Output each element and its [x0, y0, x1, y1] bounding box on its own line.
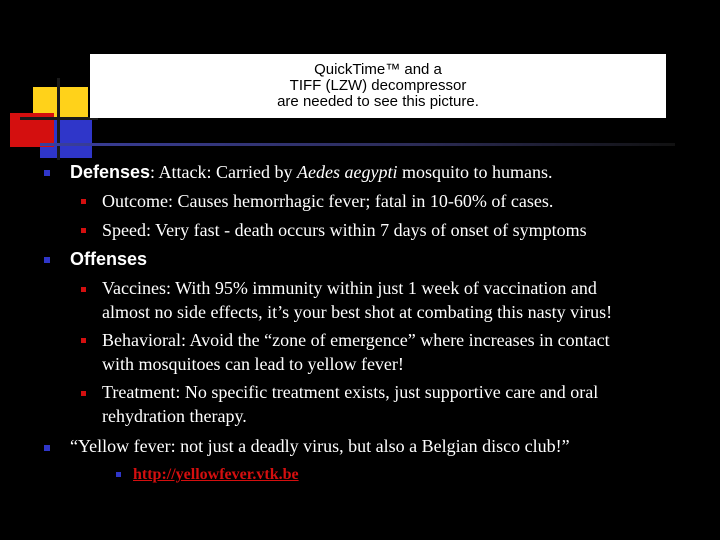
offenses-line: almost no side effects, it’s your best shot at combating this nasty virus!	[102, 302, 613, 322]
picture-placeholder	[90, 54, 666, 118]
offenses-heading: Offenses	[70, 249, 148, 269]
bullet-level1	[44, 257, 50, 263]
bullet-level1	[44, 445, 50, 451]
defenses-species: Aedes aegypti	[297, 162, 398, 182]
offenses-line: Vaccines: With 95% immunity within just 1 week of vaccination and	[102, 278, 597, 298]
defenses-subitem: Speed: Very fast - death occurs within 7 days of onset of symptoms	[102, 220, 587, 240]
quote-text: “Yellow fever: not just a deadly virus, but also a Belgian disco club!”	[70, 436, 570, 456]
defenses-subitem: Outcome: Causes hemorrhagic fever; fatal in 10-60% of cases.	[102, 191, 554, 211]
offenses-subitem-treatment	[102, 380, 598, 428]
bullet-level2	[81, 199, 86, 204]
offenses-subitem-vaccines	[102, 276, 612, 324]
placeholder-line-1: QuickTime™ and a	[314, 61, 442, 78]
offenses-subitem-behavioral	[102, 328, 610, 376]
bullet-level3	[116, 472, 121, 477]
offenses-line: Behavioral: Avoid the “zone of emergence” where increases in contact	[102, 330, 610, 350]
logo-horizontal-line	[20, 117, 98, 120]
defenses-heading: Defenses	[70, 162, 151, 182]
yellowfever-link[interactable]: http://yellowfever.vtk.be	[133, 466, 299, 483]
bullet-level2	[81, 287, 86, 292]
bullet-level2	[81, 338, 86, 343]
bullet-level2	[81, 391, 86, 396]
bullet-level1	[44, 170, 50, 176]
placeholder-line-3: are needed to see this picture.	[277, 93, 479, 110]
placeholder-line-2: TIFF (LZW) decompressor	[289, 77, 467, 94]
defenses-intro-prefix: : Attack: Carried by	[150, 162, 298, 182]
offenses-line: rehydration therapy.	[102, 406, 247, 426]
defenses-item	[70, 160, 553, 184]
offenses-line: Treatment: No specific treatment exists, just supportive care and oral	[102, 382, 599, 402]
offenses-line: with mosquitoes can lead to yellow fever!	[102, 354, 404, 374]
title-divider-rule	[40, 143, 675, 146]
bullet-level2	[81, 228, 86, 233]
defenses-intro-suffix: mosquito to humans.	[397, 162, 553, 182]
